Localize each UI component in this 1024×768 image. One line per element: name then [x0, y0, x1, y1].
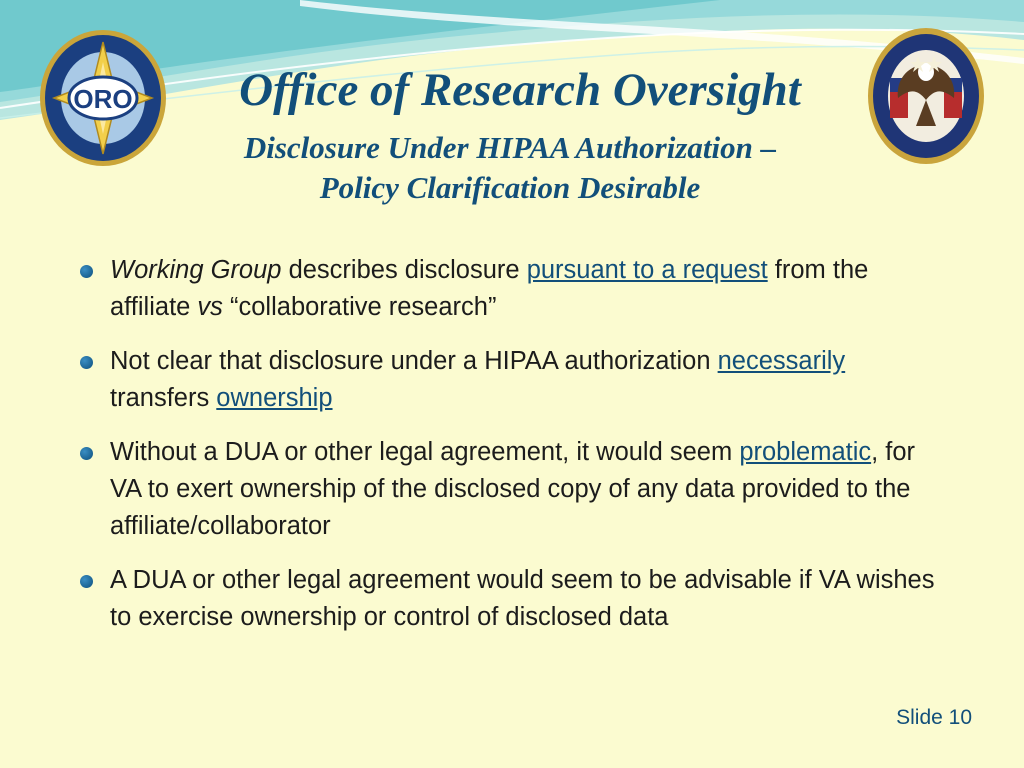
bullet-item [80, 434, 940, 545]
bullet-text: vs [197, 293, 223, 321]
oro-seal-text: ORO [73, 84, 133, 114]
slide-number: Slide 10 [896, 706, 972, 729]
oro-seal-logo [38, 28, 168, 168]
bullet-dot-icon [80, 575, 93, 588]
bullet-text: Not clear that disclosure under a HIPAA authorization [110, 347, 718, 375]
bullet-dot-icon [80, 447, 93, 460]
bullet-item [80, 562, 940, 636]
slide-subtitle [150, 128, 870, 208]
subtitle-line-2: Policy Clarification Desirable [319, 170, 701, 205]
va-seal-logo [866, 26, 986, 166]
bullet-underlined-text: pursuant to a request [526, 256, 768, 284]
bullet-text: describes disclosure [281, 256, 527, 284]
bullet-dot-icon [80, 265, 93, 278]
bullet-text: A DUA or other legal agreement would seem to be advisable if VA wishes to exercise ownership or control of disclosed data [110, 566, 935, 631]
bullet-text: Without a DUA or other legal agreement, it would seem [110, 438, 740, 466]
bullet-text: “collaborative research” [222, 293, 497, 321]
bullet-dot-icon [80, 356, 93, 369]
slide-title: Office of Research Oversight [239, 64, 801, 116]
bullet-item [80, 343, 940, 417]
bullet-text: Working Group [110, 256, 282, 284]
bullet-text: , for VA to exert ownership of the disclosed copy of any data provided to the affiliate/collaborator [110, 438, 916, 540]
subtitle-line-1: Disclosure Under HIPAA Authorization – [243, 130, 777, 165]
bullet-underlined-text: ownership [216, 384, 333, 412]
bullet-item [80, 252, 940, 326]
bullet-text: transfers [110, 384, 217, 412]
bullet-underlined-text: necessarily [717, 347, 846, 375]
bullet-list [80, 252, 940, 653]
bullet-underlined-text: problematic [739, 438, 872, 466]
bullet-text: from the affiliate [110, 256, 869, 321]
